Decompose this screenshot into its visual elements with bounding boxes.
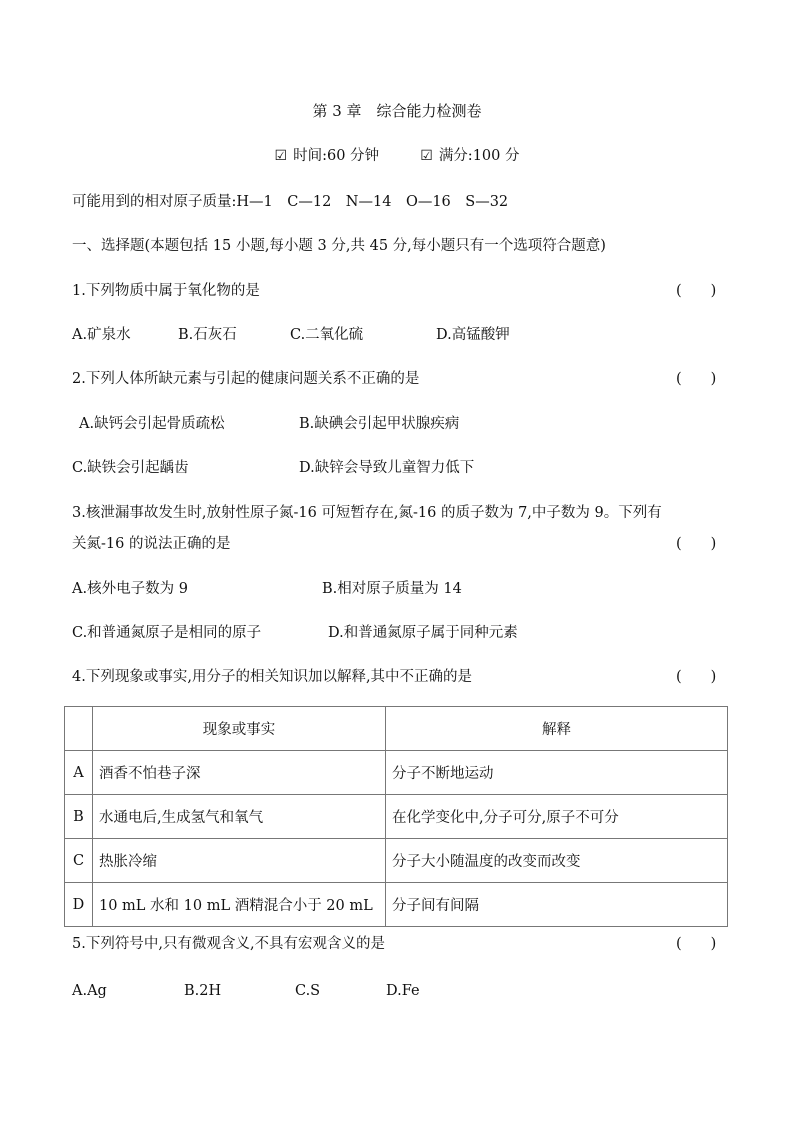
question-2-stem: 2.下列人体所缺元素与引起的健康问题关系不正确的是	[72, 371, 420, 387]
row-key: D	[65, 883, 93, 927]
question-4-stem: 4.下列现象或事实,用分子的相关知识加以解释,其中不正确的是	[72, 669, 473, 685]
question-3-stem-line1: 3.核泄漏事故发生时,放射性原子氮-16 可短暂存在,氮-16 的质子数为 7,中子数为 9。下列有	[72, 505, 662, 521]
table-header-explanation: 解释	[386, 707, 728, 751]
table-row	[65, 839, 728, 883]
table-row	[65, 883, 728, 927]
q1-option-b: B.石灰石	[178, 327, 237, 343]
q3-option-b: B.相对原子质量为 14	[322, 581, 462, 597]
row-phenomenon: 水通电后,生成氢气和氧气	[93, 795, 386, 839]
exam-meta	[0, 146, 794, 166]
question-5-stem: 5.下列符号中,只有微观含义,不具有宏观含义的是	[72, 936, 386, 952]
table-row	[65, 751, 728, 795]
row-key: C	[65, 839, 93, 883]
answer-blank: ( )	[676, 371, 717, 387]
row-key: B	[65, 795, 93, 839]
answer-blank: ( )	[676, 283, 717, 299]
table-row	[65, 795, 728, 839]
q5-option-a: A.Ag	[72, 983, 107, 999]
section-heading: 一、选择题(本题包括 15 小题,每小题 3 分,共 45 分,每小题只有一个选项符合题意)	[72, 238, 606, 254]
answer-blank: ( )	[676, 936, 717, 952]
row-explanation: 分子不断地运动	[386, 751, 728, 795]
phenomenon-table	[64, 706, 728, 927]
answer-blank: ( )	[676, 536, 717, 552]
q5-option-b: B.2H	[184, 983, 222, 999]
q2-option-c: C.缺铁会引起龋齿	[72, 460, 189, 476]
q3-option-c: C.和普通氮原子是相同的原子	[72, 625, 262, 641]
answer-blank: ( )	[676, 669, 717, 685]
q2-option-d: D.缺锌会导致儿童智力低下	[299, 460, 475, 476]
q2-option-b: B.缺碘会引起甲状腺疾病	[299, 416, 460, 432]
row-phenomenon: 10 mL 水和 10 mL 酒精混合小于 20 mL	[93, 883, 386, 927]
q1-option-c: C.二氧化硫	[290, 327, 364, 343]
q1-option-d: D.高锰酸钾	[436, 327, 510, 343]
exam-title: 第 3 章 综合能力检测卷	[312, 102, 482, 120]
q5-option-c: C.S	[295, 983, 321, 999]
q1-option-a: A.矿泉水	[72, 327, 131, 343]
row-explanation: 在化学变化中,分子可分,原子不可分	[386, 795, 728, 839]
q3-option-a: A.核外电子数为 9	[72, 581, 188, 597]
row-phenomenon: 酒香不怕巷子深	[93, 751, 386, 795]
q2-option-a: A.缺钙会引起骨质疏松	[79, 416, 225, 432]
atomic-mass-line: 可能用到的相对原子质量:H—1 C—12 N—14 O—16 S—32	[72, 194, 509, 210]
time-info: ☑ 时间:60 分钟	[274, 148, 380, 164]
table-header-row	[65, 707, 728, 751]
q3-option-d: D.和普通氮原子属于同种元素	[328, 625, 518, 641]
score-info: ☑ 满分:100 分	[420, 148, 520, 164]
question-3-stem-line2: 关氮-16 的说法正确的是	[72, 536, 231, 552]
q5-option-d: D.Fe	[386, 983, 420, 999]
checkbox-icon: ☑	[274, 148, 288, 164]
question-1-stem: 1.下列物质中属于氧化物的是	[72, 283, 260, 299]
table-header-key	[65, 707, 93, 751]
row-key: A	[65, 751, 93, 795]
row-explanation: 分子大小随温度的改变而改变	[386, 839, 728, 883]
row-explanation: 分子间有间隔	[386, 883, 728, 927]
table-header-phenomenon: 现象或事实	[93, 707, 386, 751]
checkbox-icon: ☑	[420, 148, 433, 164]
row-phenomenon: 热胀冷缩	[93, 839, 386, 883]
